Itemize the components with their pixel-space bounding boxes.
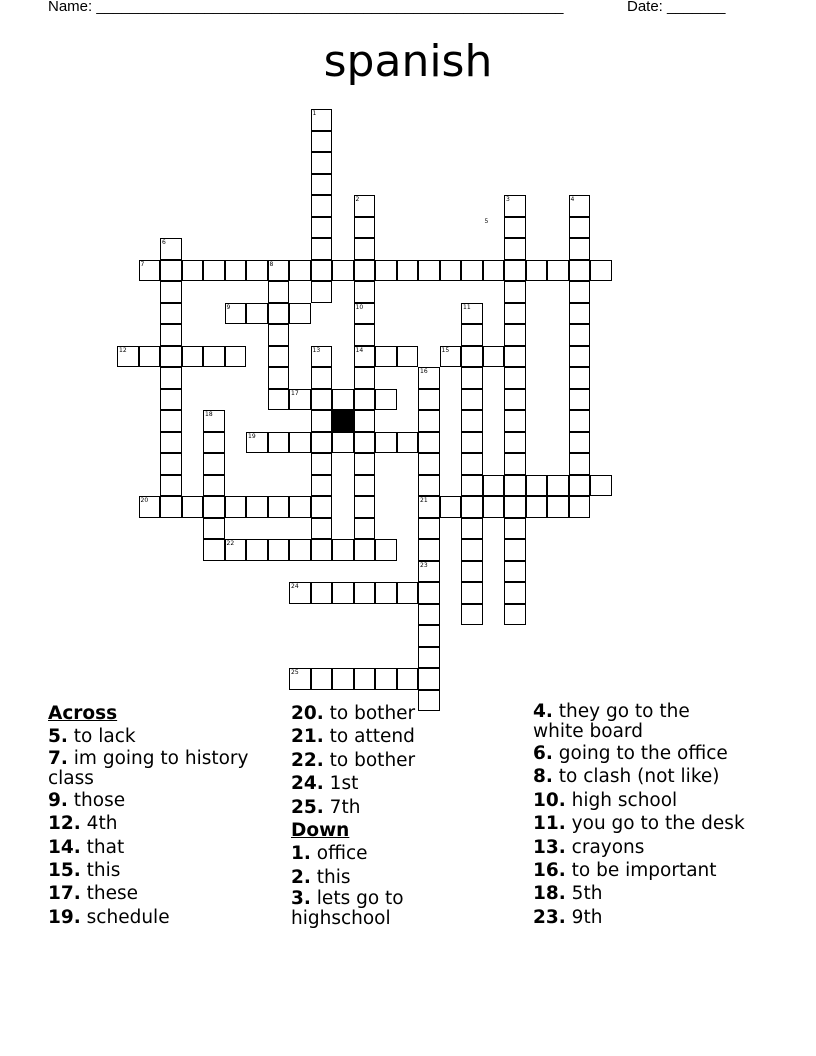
grid-cell[interactable] — [332, 668, 354, 690]
clue-number: 7 — [140, 260, 145, 268]
grid-cell[interactable] — [246, 260, 268, 282]
grid-cell[interactable] — [569, 496, 591, 518]
clue-down: 13. crayons — [533, 836, 645, 858]
grid-cell[interactable] — [418, 604, 440, 626]
grid-cell[interactable] — [289, 539, 311, 561]
grid-cell[interactable] — [203, 496, 225, 518]
grid-cell[interactable] — [397, 346, 419, 368]
clue-number: 2 — [355, 196, 360, 203]
grid-cell[interactable] — [160, 453, 182, 475]
grid-cell[interactable] — [332, 539, 354, 561]
grid-cell[interactable] — [461, 475, 483, 497]
grid-cell[interactable] — [569, 281, 591, 303]
grid-cell[interactable] — [354, 453, 376, 475]
clue-down: 10. high school — [533, 789, 678, 811]
clue-number: 16 — [420, 368, 428, 375]
grid-cell[interactable] — [289, 496, 311, 518]
grid-cell[interactable] — [160, 260, 182, 282]
grid-cell[interactable] — [160, 346, 182, 368]
clue-number: 15 — [441, 346, 450, 354]
name-field[interactable]: Name: ________________________________________________________ — [48, 0, 564, 15]
grid-cell[interactable] — [418, 453, 440, 475]
grid-cell[interactable] — [354, 668, 376, 690]
grid-cell[interactable] — [397, 668, 419, 690]
grid-cell[interactable] — [375, 668, 397, 690]
grid-cell[interactable] — [504, 389, 526, 411]
grid-cell[interactable] — [418, 625, 440, 647]
clue-across: 21. to attend — [291, 726, 415, 748]
grid-cell[interactable] — [311, 582, 333, 604]
grid-cell[interactable] — [375, 389, 397, 411]
grid-cell[interactable] — [461, 260, 483, 282]
grid-cell[interactable] — [504, 604, 526, 626]
grid-cell[interactable] — [504, 475, 526, 497]
grid-cell[interactable] — [311, 432, 333, 454]
grid-cell[interactable] — [203, 475, 225, 497]
grid-cell[interactable] — [483, 260, 505, 282]
grid-cell[interactable] — [569, 303, 591, 325]
grid-cell[interactable] — [526, 260, 548, 282]
grid-cell[interactable] — [354, 389, 376, 411]
clue-number: 9 — [226, 303, 231, 311]
grid-cell[interactable] — [461, 367, 483, 389]
grid-cell[interactable] — [160, 367, 182, 389]
grid-cell[interactable] — [504, 346, 526, 368]
clue-down: 8. to clash (not like) — [533, 766, 720, 788]
grid-cell[interactable] — [461, 432, 483, 454]
clue-down: 2. this — [291, 866, 351, 888]
grid-cell[interactable] — [203, 539, 225, 561]
black-cell — [332, 410, 354, 432]
clue-column-1 — [48, 702, 273, 929]
grid-cell[interactable] — [311, 539, 333, 561]
grid-cell[interactable] — [268, 432, 290, 454]
grid-cell[interactable] — [504, 367, 526, 389]
clue-number: 22 — [226, 540, 235, 547]
clue-number: 8 — [269, 260, 274, 268]
grid-cell[interactable] — [461, 453, 483, 475]
clue-number: 12 — [119, 346, 127, 354]
grid-cell[interactable] — [332, 389, 354, 411]
clue-number: 19 — [248, 432, 256, 440]
grid-cell[interactable] — [311, 174, 333, 196]
grid-cell[interactable] — [311, 217, 333, 239]
grid-cell[interactable] — [354, 539, 376, 561]
grid-cell[interactable] — [246, 539, 268, 561]
grid-cell[interactable] — [461, 346, 483, 368]
grid-cell[interactable] — [504, 324, 526, 346]
clue-number: 5 — [484, 217, 489, 225]
clue-across: 17. these — [48, 883, 139, 905]
grid-cell[interactable] — [375, 539, 397, 561]
clue-number: 11 — [463, 303, 471, 311]
clue-number: 13 — [312, 346, 321, 354]
grid-cell[interactable] — [569, 475, 591, 497]
grid-cell[interactable] — [461, 561, 483, 583]
clue-column-3 — [533, 702, 763, 929]
grid-cell[interactable] — [160, 432, 182, 454]
clue-down: 6. going to the office — [533, 743, 728, 764]
grid-cell[interactable] — [354, 281, 376, 303]
clue-down: 18. 5th — [533, 883, 603, 905]
grid-cell[interactable] — [268, 346, 290, 368]
grid-cell[interactable] — [418, 539, 440, 561]
clue-down: 23. 9th — [533, 906, 603, 928]
clue-down: 4. they go to the white board — [533, 701, 690, 742]
grid-cell[interactable] — [160, 389, 182, 411]
grid-cell[interactable] — [504, 432, 526, 454]
grid-cell[interactable] — [461, 539, 483, 561]
grid-cell[interactable] — [311, 453, 333, 475]
grid-cell[interactable] — [375, 260, 397, 282]
grid-cell[interactable] — [268, 281, 290, 303]
grid-cell[interactable] — [268, 539, 290, 561]
clue-number: 25 — [291, 669, 299, 676]
grid-cell[interactable] — [311, 475, 333, 497]
grid-cell[interactable] — [504, 561, 526, 583]
grid-cell[interactable] — [139, 346, 161, 368]
grid-cell[interactable] — [461, 604, 483, 626]
clue-down: 11. you go to the desk — [533, 813, 745, 835]
clue-across: 7. im going to history class — [48, 747, 249, 789]
grid-cell[interactable] — [504, 217, 526, 239]
grid-cell[interactable] — [569, 238, 591, 260]
grid-cell[interactable] — [547, 496, 569, 518]
grid-cell[interactable] — [289, 260, 311, 282]
grid-cell[interactable] — [268, 496, 290, 518]
grid-cell[interactable] — [504, 518, 526, 540]
grid-cell[interactable] — [375, 432, 397, 454]
grid-cell[interactable] — [311, 518, 333, 540]
grid-cell[interactable] — [268, 324, 290, 346]
grid-cell[interactable] — [311, 238, 333, 260]
grid-cell[interactable] — [569, 432, 591, 454]
grid-cell[interactable] — [418, 647, 440, 669]
grid-cell[interactable] — [332, 260, 354, 282]
grid-cell[interactable] — [354, 518, 376, 540]
grid-cell[interactable] — [225, 260, 247, 282]
grid-cell[interactable] — [504, 281, 526, 303]
grid-cell[interactable] — [590, 260, 612, 282]
grid-cell[interactable] — [246, 303, 268, 325]
grid-cell[interactable] — [160, 281, 182, 303]
grid-cell[interactable] — [354, 367, 376, 389]
clue-number: 17 — [291, 389, 299, 397]
grid-cell[interactable] — [268, 389, 290, 411]
grid-cell[interactable] — [418, 582, 440, 604]
grid-cell[interactable] — [160, 303, 182, 325]
grid-cell[interactable] — [289, 303, 311, 325]
clue-number: 4 — [570, 196, 575, 203]
grid-cell[interactable] — [203, 453, 225, 475]
grid-cell[interactable] — [311, 367, 333, 389]
clue-number: 3 — [506, 196, 510, 203]
clue-number: 1 — [312, 110, 317, 117]
grid-cell[interactable] — [225, 346, 247, 368]
grid-cell[interactable] — [203, 432, 225, 454]
clue-number: 10 — [355, 303, 364, 311]
clue-across: 15. this — [48, 860, 121, 882]
grid-cell[interactable] — [418, 668, 440, 690]
grid-cell[interactable] — [504, 303, 526, 325]
clue-number: 14 — [355, 346, 364, 354]
clue-across: 22. to bother — [291, 749, 416, 771]
down-heading: Down — [291, 820, 350, 842]
grid-cell[interactable] — [289, 432, 311, 454]
clue-across: 20. to bother — [291, 703, 416, 724]
grid-cell[interactable] — [397, 582, 419, 604]
grid-cell[interactable] — [182, 260, 204, 282]
grid-cell[interactable] — [504, 453, 526, 475]
grid-cell[interactable] — [354, 324, 376, 346]
clue-across: 5. to lack — [48, 726, 136, 748]
clue-number: 21 — [420, 497, 428, 504]
clue-column-2 — [291, 702, 516, 929]
grid-cell[interactable] — [504, 238, 526, 260]
grid-cell[interactable] — [311, 410, 333, 432]
clue-across: 9. those — [48, 789, 126, 811]
grid-cell[interactable] — [311, 131, 333, 153]
page-title: spanish — [323, 36, 493, 87]
grid-cell[interactable] — [526, 496, 548, 518]
grid-cell[interactable] — [375, 582, 397, 604]
grid-cell[interactable] — [418, 260, 440, 282]
grid-cell[interactable] — [440, 496, 462, 518]
grid-cell[interactable] — [526, 475, 548, 497]
grid-cell[interactable] — [418, 475, 440, 497]
clue-across: 14. that — [48, 836, 125, 858]
clue-number: 6 — [162, 239, 166, 246]
grid-cell[interactable] — [569, 217, 591, 239]
grid-cell[interactable] — [483, 496, 505, 518]
grid-cell[interactable] — [504, 260, 526, 282]
grid-cell[interactable] — [461, 496, 483, 518]
grid-cell[interactable] — [268, 367, 290, 389]
clue-across: 24. 1st — [291, 773, 359, 795]
grid-cell[interactable] — [203, 346, 225, 368]
across-heading: Across — [48, 703, 118, 724]
grid-cell[interactable] — [569, 346, 591, 368]
grid-cell[interactable] — [311, 668, 333, 690]
grid-cell[interactable] — [483, 346, 505, 368]
grid-cell[interactable] — [440, 260, 462, 282]
date-field[interactable]: Date: _______ — [627, 0, 726, 15]
grid-cell[interactable] — [354, 582, 376, 604]
grid-cell[interactable] — [354, 475, 376, 497]
grid-cell[interactable] — [354, 238, 376, 260]
grid-cell[interactable] — [461, 389, 483, 411]
grid-cell[interactable] — [461, 324, 483, 346]
grid-cell[interactable] — [504, 582, 526, 604]
grid-cell[interactable] — [461, 518, 483, 540]
grid-cell[interactable] — [311, 195, 333, 217]
grid-cell[interactable] — [354, 432, 376, 454]
grid-cell[interactable] — [483, 475, 505, 497]
clue-number: 24 — [291, 583, 299, 590]
grid-cell[interactable] — [160, 496, 182, 518]
clue-down: 1. office — [291, 843, 368, 865]
grid-cell[interactable] — [375, 346, 397, 368]
grid-cell[interactable] — [569, 260, 591, 282]
grid-cell[interactable] — [354, 496, 376, 518]
grid-cell[interactable] — [332, 582, 354, 604]
grid-cell[interactable] — [504, 539, 526, 561]
clue-down: 16. to be important — [533, 860, 717, 882]
grid-cell[interactable] — [569, 367, 591, 389]
grid-cell[interactable] — [354, 260, 376, 282]
grid-cell[interactable] — [160, 324, 182, 346]
grid-cell[interactable] — [311, 496, 333, 518]
grid-cell[interactable] — [203, 260, 225, 282]
grid-cell[interactable] — [332, 432, 354, 454]
grid-cell[interactable] — [418, 432, 440, 454]
grid-cell[interactable] — [160, 475, 182, 497]
grid-cell[interactable] — [354, 410, 376, 432]
grid-cell[interactable] — [160, 410, 182, 432]
grid-cell[interactable] — [418, 518, 440, 540]
grid-cell[interactable] — [569, 389, 591, 411]
clue-across: 19. schedule — [48, 906, 170, 928]
clue-number: 20 — [140, 497, 149, 504]
grid-cell[interactable] — [504, 496, 526, 518]
grid-cell[interactable] — [268, 303, 290, 325]
grid-cell[interactable] — [311, 152, 333, 174]
grid-cell[interactable] — [182, 346, 204, 368]
grid-cell[interactable] — [246, 496, 268, 518]
grid-cell[interactable] — [354, 217, 376, 239]
grid-cell[interactable] — [504, 410, 526, 432]
grid-cell[interactable] — [461, 410, 483, 432]
clue-number: 18 — [205, 411, 213, 418]
grid-cell[interactable] — [547, 475, 569, 497]
grid-cell[interactable] — [569, 453, 591, 475]
grid-cell[interactable] — [225, 496, 247, 518]
grid-cell[interactable] — [418, 389, 440, 411]
grid-cell[interactable] — [461, 582, 483, 604]
clue-across: 12. 4th — [48, 813, 118, 835]
grid-cell[interactable] — [311, 281, 333, 303]
grid-cell[interactable] — [311, 260, 333, 282]
grid-cell[interactable] — [397, 260, 419, 282]
grid-cell[interactable] — [418, 410, 440, 432]
clue-down: 3. lets go to highschool — [291, 888, 404, 930]
grid-cell[interactable] — [203, 518, 225, 540]
clue-across: 25. 7th — [291, 796, 361, 818]
grid-cell[interactable] — [397, 432, 419, 454]
clue-number: 23 — [420, 561, 428, 569]
grid-cell[interactable] — [547, 260, 569, 282]
grid-cell[interactable] — [569, 324, 591, 346]
grid-cell[interactable] — [311, 389, 333, 411]
grid-cell[interactable] — [569, 410, 591, 432]
grid-cell[interactable] — [590, 475, 612, 497]
grid-cell[interactable] — [182, 496, 204, 518]
